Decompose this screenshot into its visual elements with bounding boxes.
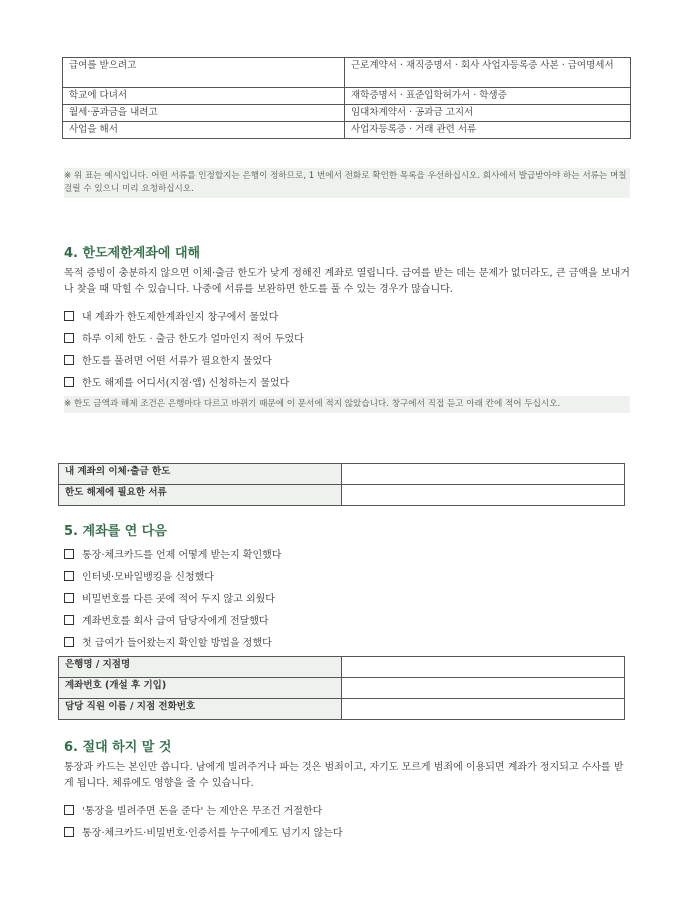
section-6-body: 통장과 카드는 본인만 씁니다. 남에게 빌려주거나 파는 것은 범죄이고, 자기도 모르게 범죄에 이용되면 계좌가 정지되고 수사를 받게 됩니다. 체류에도 영향을 줄 수 있습니다. bbox=[64, 762, 624, 789]
checklist-item[interactable] bbox=[64, 824, 343, 839]
field-input[interactable] bbox=[342, 657, 625, 678]
docs-cell: 사업자등록증 · 거래 관련 서류 bbox=[345, 122, 631, 139]
account-fields-table bbox=[58, 656, 625, 720]
checklist-label: 한도 해제를 어디서(지점·앱) 신청하는지 물었다 bbox=[82, 378, 290, 389]
checklist-item[interactable] bbox=[64, 330, 304, 345]
checkbox[interactable] bbox=[64, 377, 74, 387]
checkbox[interactable] bbox=[64, 615, 74, 625]
checklist-label: 인터넷·모바일뱅킹을 신청했다 bbox=[82, 572, 214, 583]
field-input[interactable] bbox=[342, 464, 625, 485]
limit-fields-table bbox=[58, 463, 625, 506]
checklist-label: 통장·체크카드·비밀번호·인증서를 누구에게도 넘기지 않는다 bbox=[82, 828, 343, 839]
section-4-body: 목적 증빙이 충분하지 않으면 이체·출금 한도가 낮게 정해진 계좌로 열립니다. 급여를 받는 데는 문제가 없더라도, 큰 금액을 보내거나 찾을 때 막힐 수 있습니다. 나중에 서류를 보완하면 한도를 풀 수 있는 경우가 많습니다. bbox=[64, 268, 630, 295]
checklist-label: 하루 이체 한도 · 출금 한도가 얼마인지 적어 두었다 bbox=[82, 334, 304, 345]
checklist-item[interactable] bbox=[64, 352, 272, 367]
case-cell: 월세·공과금을 내려고 bbox=[63, 105, 345, 122]
field-row bbox=[59, 657, 625, 678]
docs-cell: 근로계약서 · 재직증명서 · 회사 사업자등록증 사본 · 급여명세서 bbox=[345, 58, 631, 88]
field-label: 내 계좌의 이체·출금 한도 bbox=[59, 464, 342, 485]
checklist-item[interactable] bbox=[64, 374, 289, 389]
table-row bbox=[63, 88, 631, 105]
docs-cell: 임대차계약서 · 공과금 고지서 bbox=[345, 105, 631, 122]
checklist-item[interactable] bbox=[64, 590, 275, 605]
checklist-label: 통장·체크카드를 언제 어떻게 받는지 확인했다 bbox=[82, 550, 282, 561]
field-label: 계좌번호 (개설 후 기입) bbox=[59, 678, 342, 699]
checklist-label: 비밀번호를 다른 곳에 적어 두지 않고 외웠다 bbox=[82, 594, 275, 605]
docs-cell: 재학증명서 · 표준입학허가서 · 학생증 bbox=[345, 88, 631, 105]
checklist-item[interactable] bbox=[64, 634, 272, 649]
checkbox[interactable] bbox=[64, 827, 74, 837]
checklist-item[interactable] bbox=[64, 546, 281, 561]
field-row bbox=[59, 699, 625, 720]
section-4-note: ※ 한도 금액과 해제 조건은 은행마다 다르고 바뀌기 때문에 이 문서에 적지 않았습니다. 창구에서 직접 듣고 아래 칸에 적어 두십시오. bbox=[64, 396, 630, 413]
field-input[interactable] bbox=[342, 485, 625, 506]
field-row bbox=[59, 464, 625, 485]
field-input[interactable] bbox=[342, 678, 625, 699]
checkbox[interactable] bbox=[64, 333, 74, 343]
checklist-label: 첫 급여가 들어왔는지 확인할 방법을 정했다 bbox=[82, 638, 272, 649]
checklist-label: '통장을 빌려주면 돈을 준다' 는 제안은 무조건 거절한다 bbox=[82, 806, 323, 817]
checklist-label: 계좌번호를 회사 급여 담당자에게 전달했다 bbox=[82, 616, 269, 627]
table-note: ※ 위 표는 예시입니다. 어떤 서류를 인정할지는 은행이 정하므로, 1 번에서 전화로 확인한 목록을 우선하십시오. 회사에서 발급받아야 하는 서류는 며칠 걸릴 수 있으니 미리 요청하십시오. bbox=[64, 168, 630, 198]
checklist-item[interactable] bbox=[64, 802, 322, 817]
section-6-heading: 6. 절대 하지 말 것 bbox=[64, 740, 172, 755]
checkbox[interactable] bbox=[64, 805, 74, 815]
checklist-item[interactable] bbox=[64, 612, 269, 627]
case-cell: 사업을 해서 bbox=[63, 122, 345, 139]
field-row bbox=[59, 678, 625, 699]
field-input[interactable] bbox=[342, 699, 625, 720]
checkbox[interactable] bbox=[64, 549, 74, 559]
checkbox[interactable] bbox=[64, 355, 74, 365]
table-row bbox=[63, 58, 631, 88]
checklist-label: 내 계좌가 한도제한계좌인지 창구에서 물었다 bbox=[82, 312, 279, 323]
section-4-heading: 4. 한도제한계좌에 대해 bbox=[64, 246, 201, 261]
checklist-item[interactable] bbox=[64, 568, 214, 583]
checkbox[interactable] bbox=[64, 311, 74, 321]
checkbox[interactable] bbox=[64, 637, 74, 647]
table-row bbox=[63, 105, 631, 122]
field-label: 은행명 / 지점명 bbox=[59, 657, 342, 678]
field-row bbox=[59, 485, 625, 506]
case-cell: 급여를 받으려고 bbox=[63, 58, 345, 88]
checkbox[interactable] bbox=[64, 571, 74, 581]
table-row bbox=[63, 122, 631, 139]
case-cell: 학교에 다녀서 bbox=[63, 88, 345, 105]
field-label: 담당 직원 이름 / 지점 전화번호 bbox=[59, 699, 342, 720]
section-5-heading: 5. 계좌를 연 다음 bbox=[64, 524, 167, 539]
checklist-label: 한도를 풀려면 어떤 서류가 필요한지 물었다 bbox=[82, 356, 272, 367]
documents-table bbox=[62, 57, 631, 139]
field-label: 한도 해제에 필요한 서류 bbox=[59, 485, 342, 506]
checklist-item[interactable] bbox=[64, 308, 278, 323]
checkbox[interactable] bbox=[64, 593, 74, 603]
